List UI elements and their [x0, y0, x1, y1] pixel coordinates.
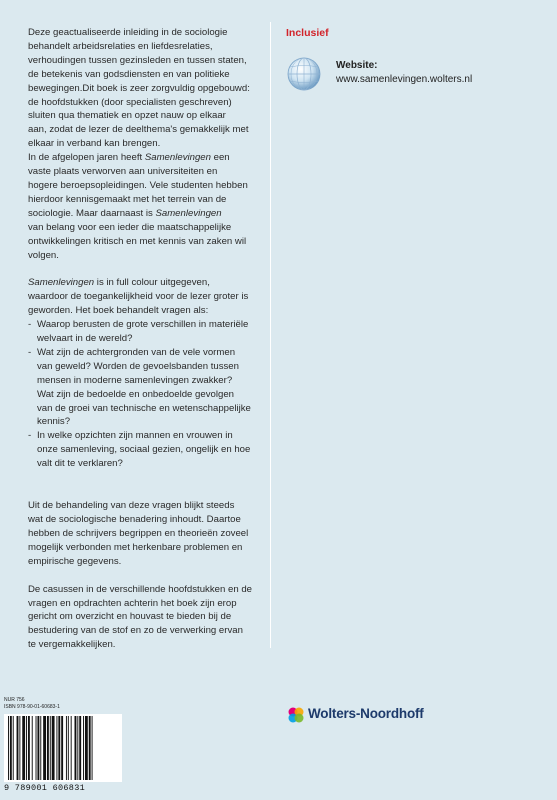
- barcode-bar: [58, 716, 60, 780]
- intro-line: de hoofdstukken (door specialisten geschreven): [28, 96, 232, 108]
- isbn-code: ISBN 978-90-01-60683-1: [4, 704, 60, 710]
- barcode-bar: [19, 716, 20, 780]
- para3-line: geworden. Het boek behandelt vragen als:: [28, 305, 209, 317]
- barcode-bar: [10, 716, 12, 780]
- intro-line: elkaar in verband kan brengen.: [28, 138, 161, 150]
- para4-line: wat de sociologische benadering inhoudt. Daartoe: [28, 514, 241, 525]
- barcode-bar: [47, 716, 49, 780]
- barcode-bar: [26, 716, 27, 780]
- wolters-noordhoff-logo-icon: [287, 706, 305, 724]
- barcode-bar: [22, 716, 25, 780]
- barcode-bar: [32, 716, 33, 780]
- list-item: [28, 429, 266, 471]
- para4-line: hebben de schrijvers begrippen en theorieën zoveel: [28, 527, 249, 539]
- para2-line: volgen.: [28, 249, 59, 261]
- question-line: mensen in moderne samenlevingen zwakker?: [37, 374, 233, 386]
- barcode-bar: [92, 716, 93, 780]
- question-line: van geweld? Worden de gevoelsbanden tussen: [37, 360, 239, 372]
- para3-line: waardoor de toegankelijkheid voor de lezer groter is: [28, 291, 249, 303]
- barcode-bar: [83, 716, 84, 780]
- question-line: valt dit te verklaren?: [37, 458, 123, 470]
- barcode-bar: [66, 716, 67, 780]
- barcode-bar: [71, 716, 72, 780]
- barcode-meta: [4, 697, 60, 711]
- publisher-name: Wolters-Noordhoff: [308, 706, 424, 721]
- barcode-bar: [77, 716, 78, 780]
- intro-line: behandelt arbeidsrelaties en liefdesrelaties,: [28, 40, 213, 52]
- list-item: [28, 346, 266, 429]
- book-title-em: Samenlevingen: [28, 277, 95, 289]
- barcode-bar: [37, 716, 39, 780]
- question-line: Wat zijn de bedoelde en onbedoelde gevolgen: [37, 388, 235, 400]
- question-line: Wat zijn de achtergronden van de vele vormen: [37, 346, 236, 358]
- intro-paragraph: [28, 26, 266, 151]
- para2-line: vaste plaats verworven aan universiteiten en: [28, 166, 218, 178]
- para5-line: gericht om overzicht en houvast te bieden bij de: [28, 611, 232, 623]
- book-title-em: Samenlevingen: [144, 152, 211, 164]
- para2-line: [28, 207, 266, 221]
- barcode-bar: [61, 716, 63, 780]
- para2-line: van belang voor een ieder die maatschappelijke: [28, 221, 232, 233]
- para5-line: bestudering van de stof en zo de verwerking ervan: [28, 625, 243, 637]
- barcode-bar: [50, 716, 51, 780]
- dash-bullet: -: [28, 319, 32, 331]
- para4-line: Uit de behandeling van deze vragen blijkt steeds: [28, 500, 235, 512]
- intro-line: verhoudingen tussen gezinsleden en tussen staten,: [28, 54, 247, 66]
- globe-icon: [286, 56, 322, 92]
- fourth-paragraph: [28, 499, 266, 569]
- para2-line: ontwikkelingen kritisch en met kennis van zaken wil: [28, 235, 247, 247]
- question-line: welvaart in de wereld?: [37, 333, 133, 345]
- inclusief-heading: Inclusief: [286, 27, 329, 39]
- barcode-bar: [13, 716, 14, 780]
- para3-line: [28, 276, 266, 290]
- barcode-bar: [75, 716, 77, 780]
- para4-line: mogelijk verbonden met herkenbare problemen en: [28, 541, 243, 553]
- third-paragraph: [28, 276, 266, 318]
- list-item: [28, 318, 266, 346]
- barcode-bar: [89, 716, 91, 780]
- barcode-bar: [17, 716, 19, 780]
- website-url-link[interactable]: www.samenlevingen.wolters.nl: [336, 74, 473, 85]
- barcode-bar: [52, 716, 55, 780]
- para5-line: vragen en opdrachten achterin het boek zijn erop: [28, 597, 237, 609]
- intro-line: bewegingen.Dit boek is zeer zorgvuldig opgebouwd:: [28, 82, 250, 94]
- text-span: een: [210, 152, 230, 164]
- dash-bullet: -: [28, 346, 32, 358]
- para4-line: empirische gegevens.: [28, 555, 122, 567]
- para5-line: De casussen in de verschillende hoofdstukken en de: [28, 583, 252, 595]
- barcode: [4, 714, 122, 782]
- barcode-bar: [68, 716, 69, 780]
- question-line: van de groei van technische en wetenschappelijke: [37, 402, 251, 414]
- text-span: sociologie. Maar daarnaast is: [28, 207, 156, 219]
- barcode-bar: [85, 716, 88, 780]
- column-divider: [270, 22, 271, 648]
- para5-line: te vergemakkelijken.: [28, 639, 116, 651]
- barcode-bar: [56, 716, 57, 780]
- intro-line: Deze geactualiseerde inleiding in de sociologie: [28, 27, 228, 38]
- barcode-bar: [36, 716, 37, 780]
- para2-line: hogere beroepsopleidingen. Vele studenten hebben: [28, 179, 248, 191]
- question-list: [28, 318, 266, 471]
- para2-line: [28, 151, 266, 165]
- question-line: In welke opzichten zijn mannen en vrouwen in: [37, 430, 233, 442]
- second-paragraph: [28, 151, 266, 262]
- text-span: is in full colour uitgegeven,: [94, 277, 210, 289]
- para2-line: hierdoor kennisgemaakt met het terrein van de: [28, 193, 227, 205]
- back-cover-text: [28, 26, 266, 652]
- website-label: Website:: [336, 60, 378, 71]
- nur-code: NUR 756: [4, 697, 25, 703]
- barcode-bar: [8, 716, 9, 780]
- barcode-bar: [79, 716, 81, 780]
- fifth-paragraph: [28, 583, 266, 653]
- intro-line: aan, zodat de lezer de deelthema's gemakkelijk met: [28, 124, 249, 136]
- text-span: In de afgelopen jaren heeft: [28, 152, 145, 164]
- intro-line: de betekenis van godsdiensten en van politieke: [28, 68, 230, 80]
- question-line: onze samenleving, sociaal gezien, ongelijk en hoe: [37, 444, 251, 456]
- intro-line: sluiten qua thematiek en opzet nauw op elkaar: [28, 110, 226, 122]
- barcode-digits: 9 789001 606831: [4, 783, 86, 793]
- barcode-bar: [40, 716, 41, 780]
- barcode-bar: [28, 716, 30, 780]
- book-title-em: Samenlevingen: [155, 207, 222, 219]
- dash-bullet: -: [28, 430, 32, 442]
- question-line: kennis?: [37, 416, 71, 428]
- barcode-bar: [43, 716, 46, 780]
- question-line: Waarop berusten de grote verschillen in materiële: [37, 319, 249, 331]
